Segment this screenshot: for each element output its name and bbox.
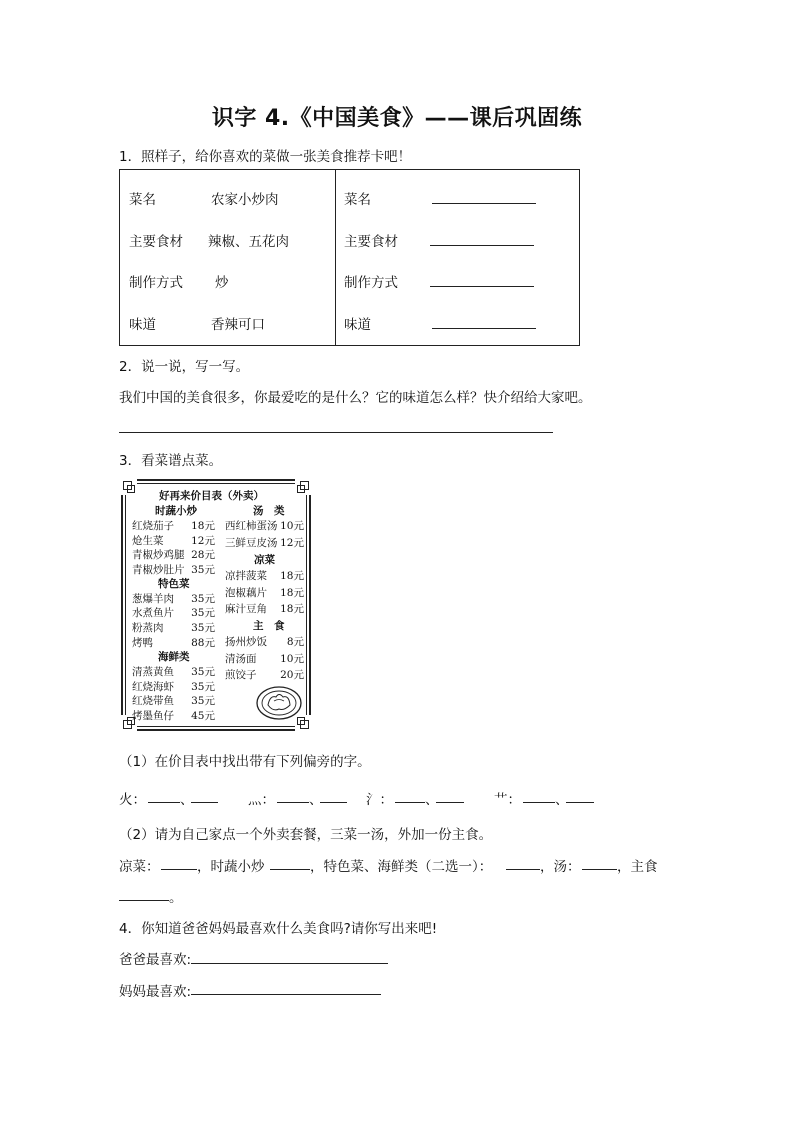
table-divider	[335, 170, 336, 345]
answer-blank[interactable]	[270, 869, 310, 870]
menu-dish: 西红柿蛋汤	[225, 520, 278, 532]
menu-dish: 烤鸭	[132, 637, 153, 649]
card-label: 制作方式	[344, 275, 398, 291]
separator: 、	[180, 792, 194, 808]
question-3-1: （1）在价目表中找出带有下列偏旁的字。	[119, 754, 371, 770]
menu-price: 18元	[280, 587, 304, 599]
menu-title: 好再来价目表（外卖）	[159, 490, 264, 502]
question-4: 4．你知道爸爸妈妈最喜欢什么美食吗?请你写出来吧!	[119, 921, 438, 937]
menu-price: 10元	[280, 653, 304, 665]
mom-label: 妈妈最喜欢:	[119, 984, 192, 1000]
menu-dish: 粉蒸肉	[132, 622, 164, 634]
radical-label: 氵：	[366, 792, 393, 808]
answer-blank[interactable]	[582, 869, 617, 870]
menu-price: 28元	[191, 549, 215, 561]
menu-dish: 煎饺子	[225, 669, 257, 681]
card-label: 味道	[129, 317, 156, 333]
card-label: 菜名	[344, 192, 371, 208]
order-label: 凉菜：	[119, 859, 160, 875]
menu-price: 35元	[191, 666, 215, 678]
answer-blank[interactable]	[523, 802, 555, 803]
answer-blank[interactable]	[320, 802, 347, 803]
answer-blank[interactable]	[436, 802, 464, 803]
menu-price: 35元	[191, 695, 215, 707]
answer-blank[interactable]	[432, 328, 536, 329]
menu-dish: 凉拌菠菜	[225, 570, 267, 582]
answer-blank[interactable]	[161, 869, 197, 870]
menu-heading: 汤 类	[253, 505, 285, 517]
corner-ornament	[121, 479, 137, 495]
radical-label: 灬：	[248, 792, 275, 808]
menu-dish: 清蒸黄鱼	[132, 666, 174, 678]
menu-price: 18元	[280, 570, 304, 582]
menu-dish: 青椒炒肚片	[132, 564, 185, 576]
question-3-2: （2）请为自己家点一个外卖套餐，三菜一汤，外加一份主食。	[119, 827, 493, 843]
menu-heading: 凉菜	[254, 554, 275, 566]
answer-blank[interactable]	[430, 286, 534, 287]
menu-heading: 海鲜类	[158, 651, 190, 663]
card-label: 菜名	[129, 192, 156, 208]
menu-dish: 泡椒藕片	[225, 587, 267, 599]
menu-price: 12元	[280, 537, 304, 549]
answer-blank[interactable]	[277, 802, 309, 803]
answer-blank[interactable]	[148, 802, 180, 803]
menu-dish: 葱爆羊肉	[132, 593, 174, 605]
page-title: 识字 4.《中国美食》——课后巩固练	[211, 106, 583, 131]
answer-line[interactable]	[191, 994, 381, 995]
menu-price: 35元	[191, 607, 215, 619]
order-label: ，时蔬小炒	[197, 859, 265, 875]
menu-price: 35元	[191, 681, 215, 693]
answer-blank[interactable]	[566, 802, 594, 803]
menu-dish: 清汤面	[225, 653, 257, 665]
question-2-prompt: 我们中国的美食很多，你最爱吃的是什么？它的味道怎么样？快介绍给大家吧。	[119, 390, 592, 406]
order-label: ，特色菜、海鲜类（二选一）：	[310, 859, 493, 875]
menu-price: 45元	[191, 710, 215, 722]
menu-heading: 主 食	[253, 620, 285, 632]
menu-dish: 烤墨鱼仔	[132, 710, 174, 722]
card-label: 主要食材	[344, 234, 398, 250]
answer-blank[interactable]	[191, 802, 218, 803]
menu-dish: 炝生菜	[132, 535, 164, 547]
menu-price: 10元	[280, 520, 304, 532]
menu-price: 35元	[191, 564, 215, 576]
question-3: 3．看菜谱点菜。	[119, 453, 223, 469]
answer-line[interactable]	[119, 432, 553, 433]
order-label: ，主食	[617, 859, 658, 875]
question-2: 2．说一说，写一写。	[119, 359, 250, 375]
card-value: 辣椒、五花肉	[208, 234, 289, 250]
menu-price: 8元	[286, 636, 304, 648]
recommend-card-table	[119, 169, 580, 346]
menu-price: 12元	[191, 535, 215, 547]
card-label: 味道	[344, 317, 371, 333]
order-end: 。	[169, 890, 183, 906]
dad-label: 爸爸最喜欢:	[119, 952, 192, 968]
menu-dish: 红烧海虾	[132, 681, 174, 693]
menu-price: 18元	[280, 603, 304, 615]
dumpling-plate-icon	[255, 685, 303, 721]
separator: 、	[309, 792, 323, 808]
corner-ornament	[295, 479, 311, 495]
menu-dish: 红烧带鱼	[132, 695, 174, 707]
menu-price: 35元	[191, 593, 215, 605]
answer-blank[interactable]	[506, 869, 540, 870]
answer-blank[interactable]	[119, 900, 169, 901]
menu-dish: 水煮鱼片	[132, 607, 174, 619]
menu-dish: 麻汁豆角	[225, 603, 267, 615]
radical-label: 艹：	[494, 792, 521, 808]
menu-price: 35元	[191, 622, 215, 634]
menu-price: 18元	[191, 520, 215, 532]
card-label: 制作方式	[129, 275, 183, 291]
card-label: 主要食材	[129, 234, 183, 250]
menu-dish: 青椒炒鸡腿	[132, 549, 185, 561]
menu-price: 88元	[191, 637, 215, 649]
separator: 、	[555, 792, 569, 808]
card-value: 农家小炒肉	[211, 192, 279, 208]
menu-heading: 特色菜	[158, 578, 190, 590]
separator: 、	[425, 792, 439, 808]
answer-line[interactable]	[191, 963, 388, 964]
card-value: 炒	[215, 275, 229, 291]
menu-dish: 红烧茄子	[132, 520, 174, 532]
order-label: ，汤：	[540, 859, 581, 875]
menu-dish: 扬州炒饭	[225, 636, 267, 648]
menu-price: 20元	[280, 669, 304, 681]
menu-dish: 三鲜豆皮汤	[225, 537, 278, 549]
radical-label: 火：	[119, 792, 146, 808]
question-1: 1．照样子，给你喜欢的菜做一张美食推荐卡吧！	[119, 149, 412, 165]
menu-price-list	[121, 479, 311, 731]
answer-blank[interactable]	[395, 802, 425, 803]
answer-blank[interactable]	[432, 203, 536, 204]
card-value: 香辣可口	[211, 317, 265, 333]
answer-blank[interactable]	[430, 245, 534, 246]
menu-heading: 时蔬小炒	[155, 505, 197, 517]
